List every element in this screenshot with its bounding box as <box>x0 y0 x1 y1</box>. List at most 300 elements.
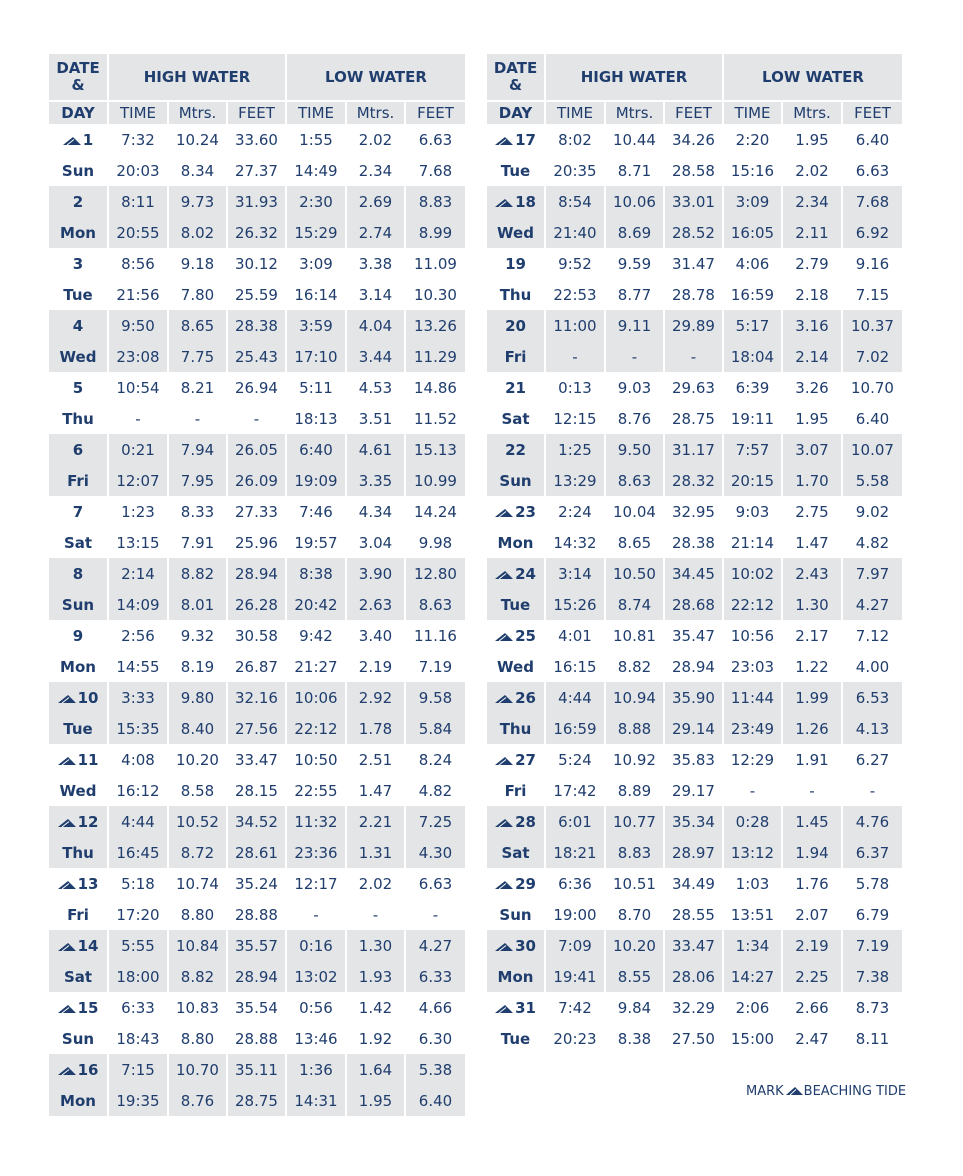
low-water-mtrs-cell: 4.53 <box>347 372 406 403</box>
low-water-time-cell: 5:17 <box>724 310 783 341</box>
high-water-feet-cell: 31.17 <box>665 434 724 465</box>
tide-row-day-12-first-tide <box>49 806 465 837</box>
day-name: Sun <box>487 899 546 930</box>
high-water-time-cell: 15:35 <box>109 713 169 744</box>
high-water-mtrs-cell: 10.70 <box>169 1054 228 1085</box>
low-water-mtrs-cell: 2.51 <box>347 744 406 775</box>
low-water-mtrs-cell: 2.17 <box>783 620 843 651</box>
date-number: 7 <box>72 502 84 521</box>
tide-row-day-10-second-tide <box>49 713 465 744</box>
low-water-feet-cell: 5.58 <box>843 465 902 496</box>
high-water-time-cell: 13:15 <box>109 527 169 558</box>
tide-row-day-20-first-tide <box>487 310 902 341</box>
high-water-feet-cell: 28.61 <box>228 837 287 868</box>
low-water-mtrs-cell: 2.63 <box>347 589 406 620</box>
low-water-time-cell: 16:05 <box>724 217 783 248</box>
high-water-feet-cell: 35.90 <box>665 682 724 713</box>
low-water-mtrs-cell: 2.18 <box>783 279 843 310</box>
tide-rows-left <box>49 124 465 1116</box>
date-cell <box>487 434 546 465</box>
low-water-mtrs-cell: 1.99 <box>783 682 843 713</box>
low-water-time-cell: 4:06 <box>724 248 783 279</box>
low-water-mtrs-cell: 1.78 <box>347 713 406 744</box>
date-cell <box>49 930 109 961</box>
low-water-time-cell: 19:11 <box>724 403 783 434</box>
low-water-mtrs-cell: 1.76 <box>783 868 843 899</box>
day-name: Wed <box>49 341 109 372</box>
tide-row-day-18-second-tide <box>487 217 902 248</box>
day-name: Sun <box>487 465 546 496</box>
high-water-mtrs-cell: 10.74 <box>169 868 228 899</box>
low-water-feet-cell: 6.37 <box>843 837 902 868</box>
date-number: 10 <box>77 688 99 707</box>
high-water-feet-cell: 25.59 <box>228 279 287 310</box>
high-water-time-cell: 16:15 <box>546 651 606 682</box>
low-water-mtrs-cell: 2.92 <box>347 682 406 713</box>
high-water-time-cell: 21:56 <box>109 279 169 310</box>
high-water-feet-cell: 28.58 <box>665 155 724 186</box>
high-water-header: HIGH WATER <box>546 54 724 100</box>
low-water-feet-cell: 7.15 <box>855 285 890 304</box>
high-water-mtrs-cell: 8.69 <box>606 217 665 248</box>
high-water-time-cell: 16:12 <box>109 775 169 806</box>
day-name: Tue <box>487 155 546 186</box>
high-water-mtrs-cell: 7.94 <box>169 434 228 465</box>
high-water-mtrs-cell: 8.21 <box>169 372 228 403</box>
beaching-tide-mark-icon <box>495 756 513 765</box>
tide-row-day-22-first-tide <box>487 434 902 465</box>
beaching-tide-mark-icon <box>58 880 76 889</box>
tide-row-day-27-second-tide <box>487 775 902 806</box>
low-water-time-cell: 23:49 <box>724 713 783 744</box>
tide-row-day-14-first-tide <box>49 930 465 961</box>
high-water-feet-cell: 28.78 <box>665 279 724 310</box>
tide-row-day-7-first-tide <box>49 496 465 527</box>
date-cell <box>49 682 109 713</box>
date-cell <box>487 558 546 589</box>
high-water-mtrs-cell: 8.76 <box>606 403 665 434</box>
tide-row-day-29-second-tide <box>487 899 902 930</box>
date-number: 19 <box>505 254 526 273</box>
day-header: DAY <box>487 100 546 124</box>
high-water-time-cell: 16:59 <box>546 713 606 744</box>
low-water-feet-cell: 9.58 <box>406 682 465 713</box>
high-water-mtrs-cell: 8.38 <box>606 1023 665 1054</box>
date-number: 13 <box>77 874 99 893</box>
high-water-time-cell: 17:42 <box>546 775 606 806</box>
low-water-mtrs-cell: 2.69 <box>347 186 406 217</box>
low-water-time-cell: 2:20 <box>724 124 783 155</box>
high-water-mtrs-cell: 8.63 <box>606 465 665 496</box>
high-water-feet-cell: 32.95 <box>665 496 724 527</box>
high-water-time-cell: 12:07 <box>109 465 169 496</box>
high-water-feet-cell: 28.38 <box>665 527 724 558</box>
high-water-time-cell: 13:29 <box>546 465 606 496</box>
date-cell <box>49 310 109 341</box>
high-water-feet-cell: 33.47 <box>665 930 724 961</box>
tide-row-day-1-first-tide <box>49 124 465 155</box>
beaching-tide-mark-icon <box>58 942 76 951</box>
low-water-mtrs-cell: 2.66 <box>783 992 843 1023</box>
high-water-feet-cell: 35.11 <box>228 1054 287 1085</box>
low-water-mtrs-cell: 3.26 <box>783 372 843 403</box>
low-water-mtrs-cell: 1.70 <box>783 465 843 496</box>
date-cell <box>487 186 546 217</box>
low-water-time-cell: 13:02 <box>287 961 347 992</box>
day-name: Mon <box>49 1085 109 1116</box>
low-water-time-cell: 13:51 <box>724 899 783 930</box>
high-water-mtrs-cell: 8.65 <box>606 527 665 558</box>
high-water-mtrs-cell: 8.82 <box>169 961 228 992</box>
beaching-tide-mark-icon <box>58 818 76 827</box>
low-water-mtrs-cell: 1.42 <box>347 992 406 1023</box>
high-water-time-cell: 8:56 <box>109 248 169 279</box>
high-water-feet-cell: 30.58 <box>228 620 287 651</box>
tide-row-day-31-second-tide <box>487 1023 902 1054</box>
day-name: Mon <box>49 651 109 682</box>
high-water-feet-cell: 26.05 <box>228 434 287 465</box>
low-water-mtrs-cell: 1.94 <box>783 837 843 868</box>
low-water-feet-cell: 11.16 <box>414 626 457 645</box>
high-water-feet-cell: 29.17 <box>665 775 724 806</box>
low-water-time-cell: 2:30 <box>287 186 347 217</box>
high-water-feet-cell: 29.14 <box>665 713 724 744</box>
high-water-mtrs-cell: 8.80 <box>169 1023 228 1054</box>
low-water-feet-cell: 11.52 <box>414 409 457 428</box>
day-name: Wed <box>49 775 109 806</box>
low-water-time-cell: 3:09 <box>724 186 783 217</box>
day-name: Thu <box>487 713 546 744</box>
low-water-mtrs-cell: 1.95 <box>783 403 843 434</box>
high-water-mtrs-cell: 10.04 <box>606 496 665 527</box>
high-water-feet-cell: 34.49 <box>665 868 724 899</box>
tide-row-day-13-second-tide <box>49 899 465 930</box>
legend-mark-label: MARK <box>746 1084 784 1099</box>
date-cell <box>49 1054 109 1085</box>
low-water-feet-cell: 4.76 <box>843 806 902 837</box>
date-cell <box>49 558 109 589</box>
high-water-feet-cell: 31.47 <box>665 248 724 279</box>
high-water-mtrs-cell: 9.18 <box>169 248 228 279</box>
high-water-time-cell: 11:00 <box>546 310 606 341</box>
date-cell <box>487 372 546 403</box>
high-water-mtrs-cell: 8.83 <box>606 837 665 868</box>
day-name: Tue <box>487 1023 546 1054</box>
tide-row-day-26-first-tide <box>487 682 902 713</box>
low-water-mtrs-cell: 4.04 <box>347 310 406 341</box>
tide-row-day-28-second-tide <box>487 837 902 868</box>
high-water-mtrs-cell: - <box>606 341 665 372</box>
low-water-mtrs-cell: 3.14 <box>347 279 406 310</box>
tide-row-day-5-second-tide <box>49 403 465 434</box>
low-water-time-cell: 21:14 <box>724 527 783 558</box>
high-water-feet-cell: 28.06 <box>665 961 724 992</box>
high-water-mtrs-cell: 8.82 <box>606 651 665 682</box>
low-water-mtrs-cell: 1.22 <box>783 651 843 682</box>
day-name: Tue <box>49 279 109 310</box>
high-water-mtrs-cell: 7.91 <box>169 527 228 558</box>
tide-row-day-17-second-tide <box>487 155 902 186</box>
low-water-time-cell: 20:42 <box>287 589 347 620</box>
low-water-feet-cell: 4.66 <box>418 998 453 1017</box>
low-water-time-cell: 10:06 <box>287 682 347 713</box>
date-number: 21 <box>505 378 526 397</box>
low-water-time-cell: 21:27 <box>287 651 347 682</box>
low-water-time-cell: 13:12 <box>724 837 783 868</box>
high-water-time-cell: 9:52 <box>546 248 606 279</box>
high-water-time-cell: 20:55 <box>109 217 169 248</box>
high-water-time-cell: 5:24 <box>546 744 606 775</box>
high-water-time-cell: 4:44 <box>109 806 169 837</box>
low-water-feet-cell: 8.11 <box>855 1029 890 1048</box>
day-name: Fri <box>49 465 109 496</box>
high-water-mtrs-cell: - <box>169 403 228 434</box>
low-water-feet-cell: 6.33 <box>406 961 465 992</box>
high-water-time-cell: 18:43 <box>109 1023 169 1054</box>
low-water-time-cell: 19:57 <box>287 527 347 558</box>
low-water-feet-cell: 8.99 <box>406 217 465 248</box>
date-cell <box>49 744 109 775</box>
beaching-tide-mark-icon <box>495 570 513 579</box>
tide-row-day-9-second-tide <box>49 651 465 682</box>
low-water-mtrs-cell: 2.21 <box>347 806 406 837</box>
low-water-time-cell: 7:57 <box>724 434 783 465</box>
low-water-time-cell: 7:46 <box>287 496 347 527</box>
low-feet-header: FEET <box>406 100 465 124</box>
high-water-time-cell: 17:20 <box>109 899 169 930</box>
low-water-feet-cell: 4.82 <box>855 533 890 552</box>
high-feet-header: FEET <box>228 100 287 124</box>
low-water-feet-cell: 12.80 <box>406 558 465 589</box>
high-water-time-cell: 20:03 <box>109 155 169 186</box>
low-water-time-cell: 9:03 <box>724 496 783 527</box>
date-cell <box>487 930 546 961</box>
low-water-feet-cell: 7.19 <box>418 657 453 676</box>
low-water-time-cell: 19:09 <box>287 465 347 496</box>
high-water-mtrs-cell: 8.74 <box>606 589 665 620</box>
low-water-time-cell: 14:27 <box>724 961 783 992</box>
low-water-header: LOW WATER <box>287 54 465 100</box>
date-number: 29 <box>515 874 536 893</box>
tide-row-day-24-first-tide <box>487 558 902 589</box>
beaching-tide-mark-icon <box>786 1086 803 1095</box>
low-water-feet-cell: 10.07 <box>843 434 902 465</box>
high-water-time-cell: 14:32 <box>546 527 606 558</box>
high-water-mtrs-cell: 8.65 <box>169 310 228 341</box>
high-water-time-cell: 18:00 <box>109 961 169 992</box>
day-name: Mon <box>487 961 546 992</box>
high-water-feet-cell: 28.88 <box>228 1023 287 1054</box>
high-water-time-cell: 7:15 <box>109 1054 169 1085</box>
low-water-mtrs-cell: 1.95 <box>783 124 843 155</box>
low-water-time-cell: - <box>724 775 783 806</box>
tide-row-day-4-second-tide <box>49 341 465 372</box>
tide-row-day-28-first-tide <box>487 806 902 837</box>
tide-row-day-14-second-tide <box>49 961 465 992</box>
tide-row-day-6-first-tide <box>49 434 465 465</box>
high-water-mtrs-cell: 10.81 <box>606 620 665 651</box>
high-water-time-cell: - <box>546 341 606 372</box>
high-water-time-cell: 8:11 <box>109 186 169 217</box>
high-water-mtrs-cell: 8.82 <box>169 558 228 589</box>
tide-table-days-1-16 <box>49 54 465 1116</box>
date-number: 9 <box>72 626 84 645</box>
high-water-mtrs-cell: 10.84 <box>169 930 228 961</box>
high-water-feet-cell: 35.47 <box>665 620 724 651</box>
low-water-feet-cell: 7.68 <box>843 186 902 217</box>
low-time-header: TIME <box>287 100 347 124</box>
high-water-time-cell: 2:24 <box>546 496 606 527</box>
low-water-time-cell: 9:42 <box>287 620 347 651</box>
date-cell <box>487 868 546 899</box>
beaching-tide-mark-icon <box>495 632 513 641</box>
tide-row-day-27-first-tide <box>487 744 902 775</box>
beaching-tide-mark-icon <box>495 942 513 951</box>
low-water-feet-cell: 11.29 <box>406 341 465 372</box>
high-water-feet-cell: 28.75 <box>228 1085 287 1116</box>
low-water-mtrs-cell: 3.40 <box>347 620 406 651</box>
low-water-mtrs-cell: - <box>783 775 843 806</box>
low-water-feet-cell: 6.27 <box>855 750 890 769</box>
tide-row-day-19-first-tide <box>487 248 902 279</box>
low-water-feet-cell: 11.09 <box>414 254 457 273</box>
tide-row-day-22-second-tide <box>487 465 902 496</box>
low-water-time-cell: 15:16 <box>724 155 783 186</box>
high-water-mtrs-cell: 9.84 <box>606 992 665 1023</box>
high-water-feet-cell: 33.01 <box>665 186 724 217</box>
low-water-mtrs-cell: 2.79 <box>783 248 843 279</box>
low-water-feet-cell: 7.02 <box>843 341 902 372</box>
high-water-mtrs-cell: 8.02 <box>169 217 228 248</box>
high-water-mtrs-cell: 9.50 <box>606 434 665 465</box>
date-number: 25 <box>515 626 536 645</box>
date-cell <box>49 806 109 837</box>
tide-row-day-11-second-tide <box>49 775 465 806</box>
low-water-mtrs-cell: 1.26 <box>783 713 843 744</box>
high-water-mtrs-cell: 9.80 <box>169 682 228 713</box>
low-water-feet-cell: 10.99 <box>406 465 465 496</box>
tide-row-day-16-first-tide <box>49 1054 465 1085</box>
date-cell <box>487 744 546 775</box>
high-water-time-cell: 1:23 <box>109 496 169 527</box>
low-water-mtrs-cell: 3.38 <box>347 248 406 279</box>
date-number: 22 <box>505 440 526 459</box>
low-water-feet-cell: 7.19 <box>843 930 902 961</box>
high-water-mtrs-cell: 9.59 <box>606 248 665 279</box>
day-name: Sat <box>49 961 109 992</box>
low-water-time-cell: - <box>287 899 347 930</box>
date-number: 31 <box>515 998 536 1017</box>
tide-row-day-9-first-tide <box>49 620 465 651</box>
tide-table-days-17-31 <box>487 54 902 1054</box>
high-water-feet-cell: 35.34 <box>665 806 724 837</box>
high-mtrs-header: Mtrs. <box>169 100 228 124</box>
low-water-feet-cell: 6.79 <box>855 905 890 924</box>
date-number: 11 <box>77 750 99 769</box>
low-water-time-cell: 18:13 <box>287 403 347 434</box>
tide-row-day-17-first-tide <box>487 124 902 155</box>
high-water-mtrs-cell: 10.20 <box>606 930 665 961</box>
high-water-time-cell: 20:23 <box>546 1023 606 1054</box>
date-number: 27 <box>515 750 536 769</box>
high-water-mtrs-cell: 8.72 <box>169 837 228 868</box>
low-water-mtrs-cell: 2.07 <box>783 899 843 930</box>
high-water-mtrs-cell: 8.58 <box>169 775 228 806</box>
low-water-mtrs-cell: 3.07 <box>783 434 843 465</box>
high-water-feet-cell: 25.96 <box>228 527 287 558</box>
low-water-mtrs-cell: 3.16 <box>783 310 843 341</box>
high-water-feet-cell: 28.75 <box>665 403 724 434</box>
high-water-time-cell: 5:18 <box>109 868 169 899</box>
high-water-mtrs-cell: 10.92 <box>606 744 665 775</box>
date-number: 20 <box>505 316 526 335</box>
high-water-mtrs-cell: 8.77 <box>606 279 665 310</box>
high-water-feet-cell: 35.57 <box>228 930 287 961</box>
high-water-time-cell: 7:09 <box>546 930 606 961</box>
date-cell <box>49 186 109 217</box>
high-water-feet-cell: 26.28 <box>228 589 287 620</box>
low-water-mtrs-cell: 2.34 <box>347 155 406 186</box>
low-water-feet-cell: 15.13 <box>406 434 465 465</box>
low-water-mtrs-cell: 2.43 <box>783 558 843 589</box>
beaching-tide-mark-icon <box>495 818 513 827</box>
beaching-tide-mark-icon <box>495 1004 513 1013</box>
low-water-feet-cell: 6.40 <box>406 1085 465 1116</box>
high-water-mtrs-cell: 10.06 <box>606 186 665 217</box>
high-water-mtrs-cell: 8.76 <box>169 1085 228 1116</box>
low-water-feet-cell: 9.98 <box>418 533 453 552</box>
low-water-time-cell: 10:56 <box>724 620 783 651</box>
low-water-feet-cell: 10.70 <box>851 378 894 397</box>
high-water-feet-cell: 28.94 <box>228 961 287 992</box>
date-cell <box>487 682 546 713</box>
low-water-time-cell: 12:29 <box>724 744 783 775</box>
low-water-feet-cell: 6.92 <box>843 217 902 248</box>
date-cell <box>49 620 109 651</box>
tide-row-day-15-first-tide <box>49 992 465 1023</box>
high-water-time-cell: 4:08 <box>109 744 169 775</box>
low-water-time-cell: 1:36 <box>287 1054 347 1085</box>
low-water-feet-cell: 5.38 <box>406 1054 465 1085</box>
high-water-mtrs-cell: 10.24 <box>169 124 228 155</box>
low-water-time-cell: 11:44 <box>724 682 783 713</box>
low-water-mtrs-cell: 3.44 <box>347 341 406 372</box>
high-water-time-cell: 7:32 <box>109 124 169 155</box>
day-name: Wed <box>487 217 546 248</box>
high-water-time-cell: 15:26 <box>546 589 606 620</box>
day-name: Tue <box>487 589 546 620</box>
high-water-mtrs-cell: 7.80 <box>169 279 228 310</box>
date-cell <box>487 496 546 527</box>
date-cell <box>49 248 109 279</box>
tide-row-day-8-first-tide <box>49 558 465 589</box>
day-name: Sun <box>49 589 109 620</box>
low-water-mtrs-cell: 2.25 <box>783 961 843 992</box>
low-water-time-cell: 17:10 <box>287 341 347 372</box>
high-water-mtrs-cell: 9.73 <box>169 186 228 217</box>
low-water-time-cell: 13:46 <box>287 1023 347 1054</box>
date-number: 12 <box>77 812 99 831</box>
date-cell <box>487 124 546 155</box>
low-water-mtrs-cell: 2.02 <box>347 124 406 155</box>
high-water-feet-cell: 28.38 <box>228 310 287 341</box>
low-water-time-cell: 23:36 <box>287 837 347 868</box>
tide-row-day-25-first-tide <box>487 620 902 651</box>
date-number: 2 <box>72 192 84 211</box>
high-water-time-cell: 21:40 <box>546 217 606 248</box>
date-number: 5 <box>72 378 84 397</box>
high-water-time-cell: 14:55 <box>109 651 169 682</box>
